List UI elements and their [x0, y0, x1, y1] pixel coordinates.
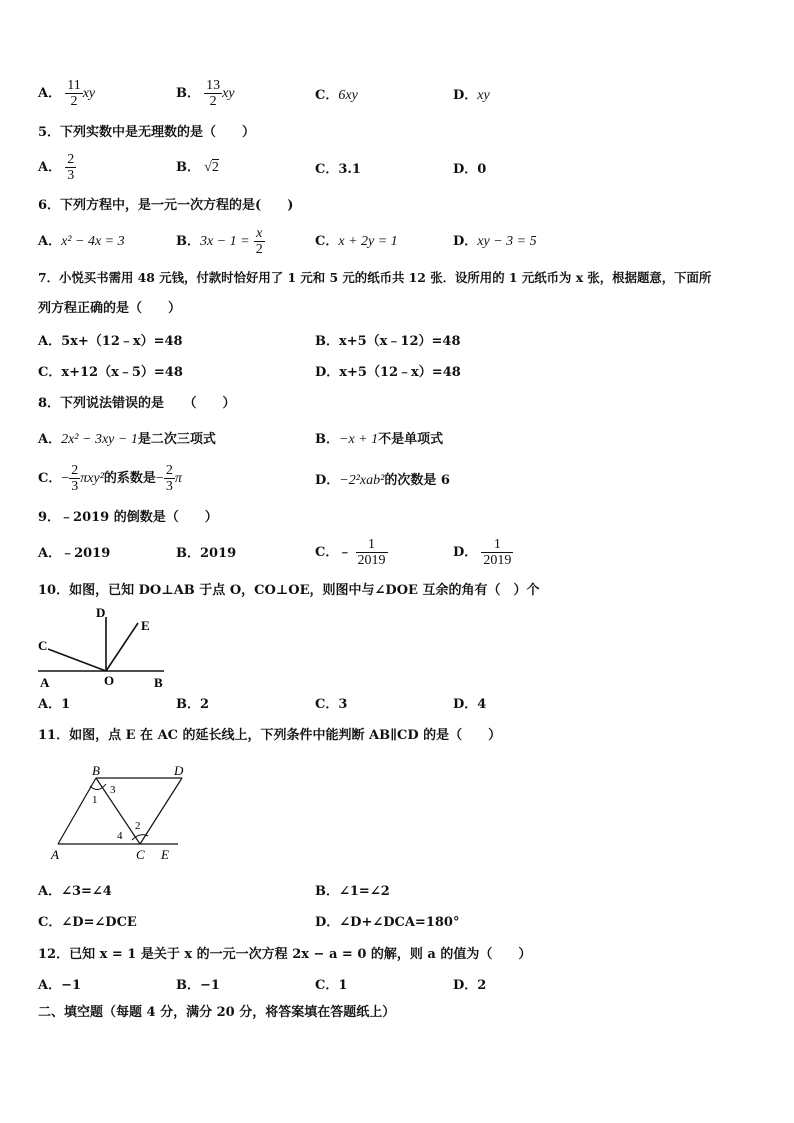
q8-option-d[interactable]	[315, 473, 450, 489]
q10-figure	[34, 603, 174, 689]
expression: xy − 3 = 5	[477, 234, 537, 249]
q9-option-c[interactable]	[315, 537, 388, 568]
option-label: C．	[315, 88, 339, 103]
expression: −x + 1	[339, 432, 379, 447]
q7-option-a[interactable]: A．5x+（12﹣x）=48	[38, 334, 183, 349]
point-label-d: D	[96, 605, 106, 620]
fraction: $\frac{2}{3}$	[71, 463, 79, 494]
radicand: 2	[211, 160, 219, 175]
q4-option-c[interactable]	[315, 88, 358, 104]
option-text: 的系数是	[103, 471, 156, 486]
q10-option-b[interactable]: B．2	[176, 697, 210, 712]
fraction: $\frac{x}{2}$	[255, 226, 263, 257]
q6-option-a[interactable]	[38, 234, 125, 250]
point-label-e: E	[161, 847, 169, 862]
option-label: C．	[38, 471, 62, 486]
q9-option-a[interactable]: A．﹣2019	[38, 546, 111, 561]
point-label-o: O	[104, 673, 115, 688]
fraction: $\frac{2}{3}$	[67, 152, 75, 183]
expression: 3x − 1 =	[200, 234, 250, 249]
minus-sign: −	[155, 471, 164, 486]
q8-option-b[interactable]	[315, 432, 443, 448]
point-label-e: E	[141, 618, 150, 633]
q7-option-c[interactable]: C．x+12（x﹣5）=48	[38, 365, 183, 380]
q11-figure	[48, 764, 198, 864]
q10-option-a[interactable]: A．1	[38, 697, 71, 712]
option-label: C．﹣	[315, 545, 352, 560]
q11-option-a[interactable]: A．∠3=∠4	[38, 884, 112, 899]
option-text: 不是单项式	[378, 432, 444, 447]
q5-option-a[interactable]	[38, 152, 76, 183]
q11-stem: 11．如图，点 E 在 AC 的延长线上，下列条件中能判断 AB∥CD 的是（ ）	[38, 728, 502, 743]
angle-label-2: 2	[135, 820, 141, 832]
option-text: B．−1	[176, 978, 220, 993]
expression: −2²xab²	[339, 473, 385, 488]
q10-option-c[interactable]: C．3	[315, 697, 348, 712]
variable: xy	[82, 86, 96, 101]
option-label: D．	[453, 88, 478, 103]
q7-stem-line2: 列方程正确的是（ ）	[38, 301, 182, 316]
option-text: C．1	[315, 978, 348, 993]
fraction: $\frac{1}{2019}$	[357, 537, 386, 568]
q10-option-d[interactable]: D．4	[453, 697, 487, 712]
option-label: A．	[38, 234, 62, 249]
angle-label-3: 3	[110, 784, 116, 796]
q6-stem: 6．下列方程中，是一元一次方程的是( )	[38, 198, 294, 213]
q12-stem: 12．已知 x = 1 是关于 x 的一元一次方程 2x − a = 0 的解，则 a 的值为（ ）	[38, 947, 532, 962]
q7-stem-line1: 7．小悦买书需用 48 元钱，付款时恰好用了 1 元和 5 元的纸币共 12 张．设所用的 1 元纸币为 x 张，根据题意，下面所	[38, 270, 712, 285]
q12-option-b[interactable]	[176, 978, 220, 994]
option-label: B．	[176, 160, 200, 175]
point-label-b: B	[154, 675, 163, 689]
q4-option-b[interactable]	[176, 78, 235, 109]
q12-option-a[interactable]	[38, 978, 81, 994]
angle-label-1: 1	[92, 794, 98, 806]
angle-label-4: 4	[117, 830, 123, 842]
expression: 2x² − 3xy − 1	[61, 432, 138, 447]
q9-stem: 9．﹣2019 的倒数是（ ）	[38, 510, 218, 525]
option-text: D．2	[453, 978, 487, 993]
fraction: $\frac{11}{2}$	[67, 78, 81, 109]
q8-stem: 8．下列说法错误的是 （ ）	[38, 396, 236, 411]
option-label: D．	[453, 234, 478, 249]
fraction: $\frac{1}{2019}$	[483, 537, 512, 568]
option-label: A．	[38, 432, 62, 447]
q5-stem: 5．下列实数中是无理数的是（ ）	[38, 125, 256, 140]
q12-option-c[interactable]	[315, 978, 347, 994]
q6-option-c[interactable]	[315, 234, 398, 250]
option-label: D．	[453, 545, 478, 560]
expression: x² − 4x = 3	[61, 234, 125, 249]
q9-option-b[interactable]: B．2019	[176, 546, 237, 561]
point-label-a: A	[51, 847, 59, 862]
q7-option-b[interactable]: B．x+5（x﹣12）=48	[315, 334, 461, 349]
q6-option-b[interactable]	[176, 226, 265, 257]
expression: π	[174, 471, 182, 486]
q6-option-d[interactable]	[453, 234, 537, 250]
point-label-c: C	[38, 638, 48, 653]
q12-option-d[interactable]	[453, 978, 486, 994]
q11-option-c[interactable]: C．∠D=∠DCE	[38, 915, 137, 930]
point-label-c: C	[136, 847, 145, 862]
point-label-a: A	[40, 675, 50, 689]
point-label-d: D	[174, 764, 184, 778]
option-label: D．	[315, 473, 340, 488]
fraction: $\frac{2}{3}$	[165, 463, 173, 494]
q8-option-c[interactable]	[38, 463, 182, 494]
point-label-b: B	[92, 764, 100, 778]
q4-option-d[interactable]	[453, 88, 490, 104]
option-label: A．	[38, 160, 62, 175]
option-label: B．	[176, 234, 200, 249]
q4-option-a[interactable]	[38, 78, 95, 109]
minus-sign: −	[61, 471, 70, 486]
segment-cd	[140, 778, 182, 844]
expression: 6xy	[338, 88, 358, 103]
q10-stem: 10．如图，已知 DO⊥AB 于点 O，CO⊥OE，则图中与∠DOE 互余的角有（ ）个	[38, 583, 540, 598]
section-title: 二、填空题（每题 4 分，满分 20 分，将答案填在答题纸上）	[38, 1005, 396, 1020]
ray-oe	[106, 623, 138, 671]
option-label: A．	[38, 86, 62, 101]
q5-option-c[interactable]: C．3.1	[315, 162, 361, 177]
ray-oc	[48, 649, 106, 671]
option-label: B．	[176, 86, 200, 101]
expression: πxy²	[80, 471, 104, 486]
option-text: A．−1	[38, 978, 82, 993]
expression: x + 2y = 1	[338, 234, 398, 249]
q5-option-d[interactable]: D．0	[453, 162, 487, 177]
q9-option-d[interactable]	[453, 537, 513, 568]
q7-option-d[interactable]: D．x+5（12﹣x）=48	[315, 365, 461, 380]
option-label: C．	[315, 234, 339, 249]
expression: xy	[477, 88, 490, 103]
fraction: $\frac{13}{2}$	[206, 78, 221, 109]
option-text: 的次数是 6	[384, 473, 450, 488]
segment-ab	[58, 778, 96, 844]
variable: xy	[222, 86, 235, 101]
q5-option-b[interactable]	[176, 160, 219, 176]
option-text: 是二次三项式	[137, 432, 216, 447]
sqrt-symbol: √	[204, 160, 212, 175]
q11-option-b[interactable]: B．∠1=∠2	[315, 884, 390, 899]
q8-option-a[interactable]	[38, 432, 216, 448]
q11-option-d[interactable]: D．∠D+∠DCA=180°	[315, 915, 460, 930]
option-label: B．	[315, 432, 339, 447]
